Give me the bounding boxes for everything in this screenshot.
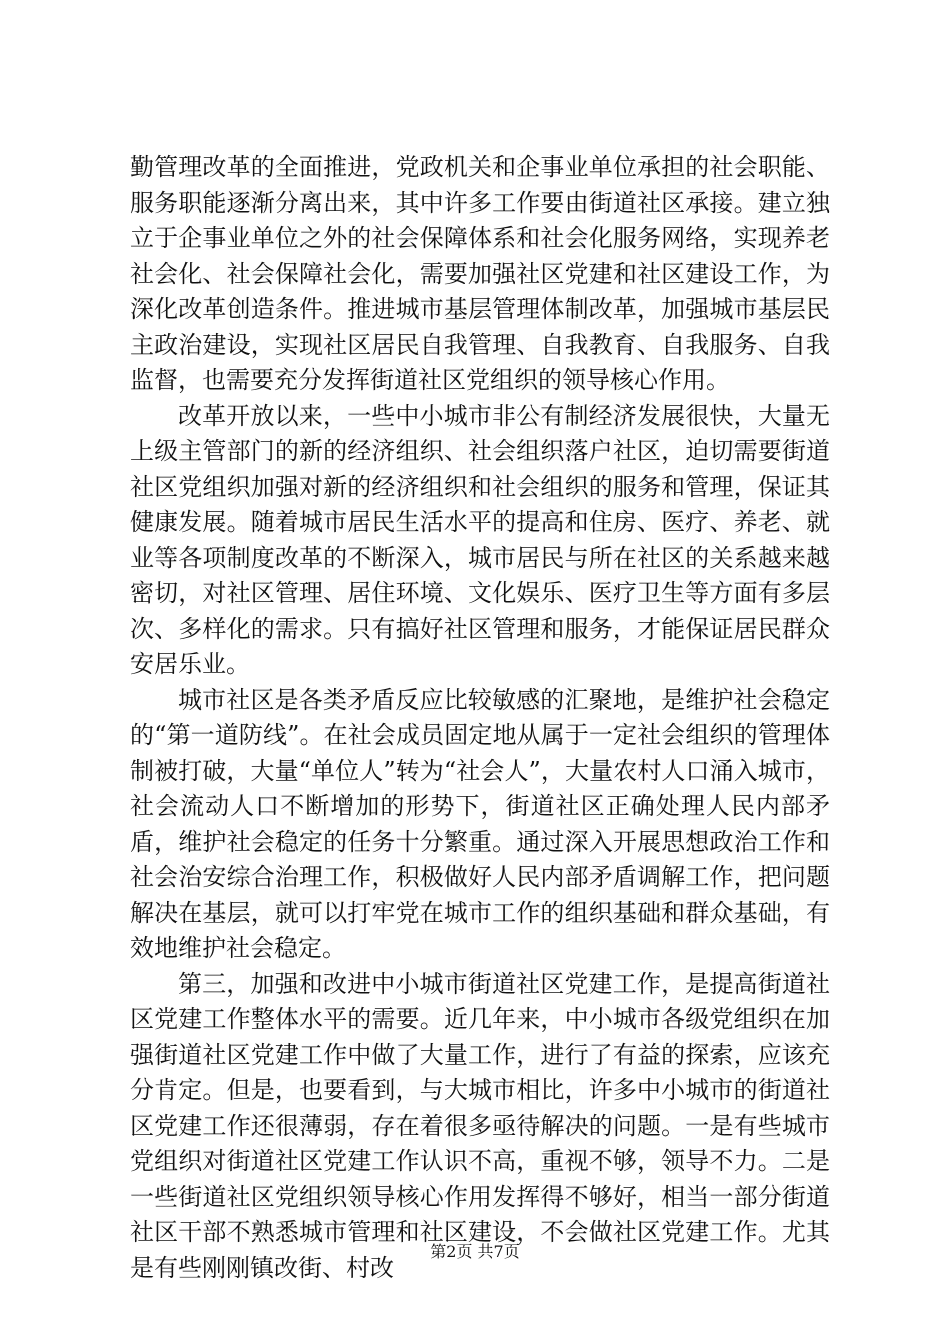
- page-number-footer: 第2页 共7页: [430, 1242, 520, 1261]
- paragraph-reform-opening: 改革开放以来，一些中小城市非公有制经济发展很快，大量无上级主管部门的新的经济组织、社会组织落户社区，迫切需要街道社区党组织加强对新的经济组织和社会组织的服务和管理，保证其健康发展。随着城市居民生活水平的提高和住房、医疗、养老、就业等各项制度改革的不断深入，城市居民与所在社区的关系越来越密切，对社区管理、居住环境、文化娱乐、医疗卫生等方面有多层次、多样化的需求。只有搞好社区管理和服务，才能保证居民群众安居乐业。: [130, 401, 830, 678]
- paragraph-third-point: 第三，加强和改进中小城市街道社区党建工作，是提高街道社区党建工作整体水平的需要。近几年来，中小城市各级党组织在加强街道社区党建工作中做了大量工作，进行了有益的探索，应该充分肯定。但是，也要看到，与大城市相比，许多中小城市的街道社区党建工作还很薄弱，存在着很多亟待解决的问题。一是有些城市党组织对街道社区党建工作认识不高，重视不够，领导不力。二是一些街道社区党组织领导核心作用发挥得不够好，相当一部分街道社区干部不熟悉城市管理和社区建设，不会做社区党建工作。尤其是有些刚刚镇改街、村改: [130, 969, 830, 1282]
- document-body: [130, 150, 830, 1286]
- paragraph-community-stability: 城市社区是各类矛盾反应比较敏感的汇聚地，是维护社会稳定的“第一道防线”。在社会成员固定地从属于一定社会组织的管理体制被打破，大量“单位人”转为“社会人”，大量农村人口涌入城市，社会流动人口不断增加的形势下，街道社区正确处理人民内部矛盾，维护社会稳定的任务十分繁重。通过深入开展思想政治工作和社会治安综合治理工作，积极做好人民内部矛盾调解工作，把问题解决在基层，就可以打牢党在城市工作的组织基础和群众基础，有效地维护社会稳定。: [130, 685, 830, 962]
- paragraph-continuation: 勤管理改革的全面推进，党政机关和企事业单位承担的社会职能、服务职能逐渐分离出来，其中许多工作要由街道社区承接。建立独立于企事业单位之外的社会保障体系和社会化服务网络，实现养老社会化、社会保障社会化，需要加强社区党建和社区建设工作，为深化改革创造条件。推进城市基层管理体制改革，加强城市基层民主政治建设，实现社区居民自我管理、自我教育、自我服务、自我监督，也需要充分发挥街道社区党组织的领导核心作用。: [130, 153, 830, 394]
